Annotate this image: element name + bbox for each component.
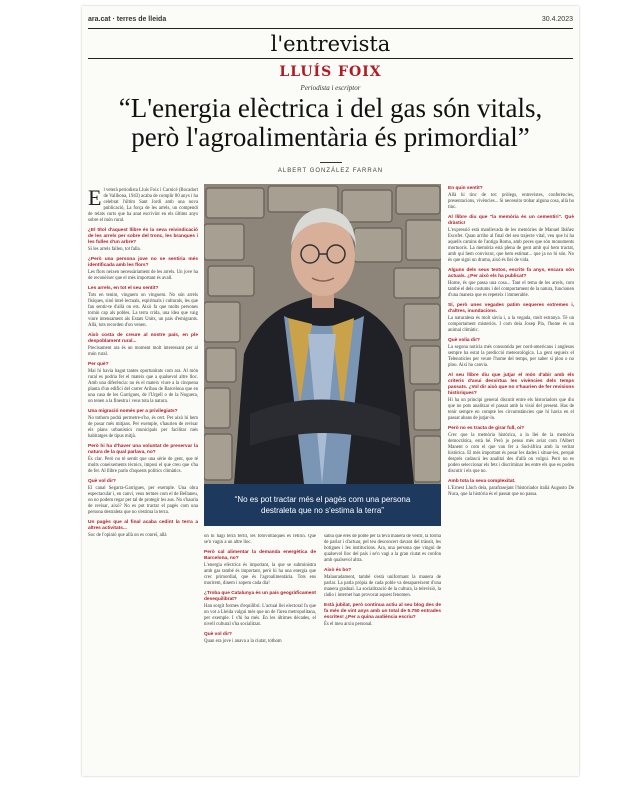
paragraph-text: Quan era jove i anava a la ciutat, tothom	[204, 639, 282, 644]
paragraph-text: Han sorgit formes d'equilibri. L'actual llei electoral fa que un vot a Lleida valgui més que un de l'àrea metropolitana, per exemple. I s'hi ha més. En les últimes dècades, el nivell cultural s'ha socialitzat.	[204, 604, 316, 627]
header-source: ara.cat · terres de lleida	[88, 16, 167, 23]
question	[204, 550, 316, 562]
answer	[204, 639, 316, 645]
paragraph-text: ¿El títol d'aquest llibre és la seva reivindicació de les arrels per sobre del tronc, les branques i les fulles d'un arbre?	[88, 228, 198, 245]
paragraph-text: Això costa de creure al nostre país, en ple despoblament rural...	[88, 333, 198, 344]
question	[88, 479, 198, 485]
paragraph-text: ¿Troba que Catalunya és un país geogràficament desequilibrat?	[204, 591, 316, 602]
paragraph-text: Sí, però unes vegades patim sequeres extremes i, d'altres, inundacions.	[448, 303, 574, 314]
paragraph-text: Precisament ara és un moment molt interessant per al món rural.	[88, 346, 198, 357]
paragraph-text: Si les arrels fallen, tot falla.	[88, 247, 141, 252]
answer	[88, 416, 198, 440]
question	[448, 338, 574, 344]
paragraph-text: Tots en tenim, vinguem on vinguem. No són arrels físiques, sinó intel·lectuals, espirituals i culturals, les que fan sentir-te d'allà on ets. Això fa que molts persones tornin cap als pobles. La terra crida, una idea que vaig viure intensament als Estats Units, un país d'emigrants. Allà, tots recorden d'on venen.	[88, 293, 198, 328]
drop-cap: E	[88, 185, 102, 210]
newspaper-page	[82, 6, 579, 776]
paragraph-text: El canal Segarra-Garrigues, per exemple. Una obra espectacular i, en canvi, veus termes com el de Bellaneu, on no podem regar per tal de protegir les aus. No s'hauria de revisar, això? No es pot tractar el pagès com una persona destraleta que no s'estima la terra.	[88, 486, 198, 515]
paragraph-text: L'energia elèctrica és important, la que se subministra amb gas també és important, però hi ha una energia que crec primordial, que és l'agroalimentària. Tots ens morirem, dinem i sopem cada dia!	[204, 563, 316, 586]
answer	[204, 563, 316, 587]
section-rule	[88, 58, 573, 59]
interviewee-name: LLUÍS FOIX	[279, 64, 382, 80]
question	[88, 286, 198, 292]
paragraph-text: Però no es tracta de girar full, oi?	[448, 426, 525, 431]
answer	[324, 622, 441, 628]
paragraph-text: on hi hagi terra fèrtil, les fotovoltaiques es retirin. Que se'n vagin a un altre lloc.	[204, 534, 316, 545]
answer	[448, 281, 574, 299]
paragraph-text: Amb tota la seva complexitat.	[448, 479, 516, 484]
page-header	[88, 16, 573, 26]
paragraph-text: Les arrels, en tot el seu sentit?	[88, 286, 159, 291]
answer	[88, 457, 198, 475]
paragraph-text: Està jubilat, però continua actiu al seu blog des de fa més de vint anys amb un total de 5.750 entrades escrites! ¿Per a quina audiència escriu?	[324, 603, 441, 620]
question	[88, 333, 198, 345]
paragraph-text: Crec que la memòria històrica, a la llei de la memòria democràtica, està bé. Però jo penso més aviat com l'Albert Manent o com el que van fer a Sud-àfrica amb la veritat històrica. El més important és posar les dades i situar-les, perquè després cadascú les analitzi des d'allà on vulgui. Però no es poden seleccionar els fets i discriminar les entre els que es poden discutir i els que no.	[448, 433, 574, 474]
answer	[448, 193, 574, 211]
answer	[88, 346, 198, 358]
text-column-1	[88, 182, 198, 770]
paragraph-text: Soc de l'opinió que allà on es conreï, allà	[88, 533, 167, 538]
paragraph-text: ¿Però una persona jove no se sentiria més identificada amb les flors?	[88, 257, 198, 268]
answer	[448, 433, 574, 475]
question	[204, 632, 316, 638]
question	[88, 257, 198, 269]
answer	[448, 398, 574, 422]
paragraph-text: La segona notícia més consumida per nord-americans i anglesos sempre ha estat la predicció meteorològica. La gent segueix el Telenotícies per veure l'home del temps, per saber si plou o no plou. Així ho canvia.	[448, 345, 574, 368]
answer	[448, 345, 574, 369]
paragraph-text: Mai hi havia hagut tantes oportunitats com ara. Al món rural es podria fer el mateix que a qualsevol altre lloc. Amb una diferència: no és el mateix viure a la cinquena planta d'un edifici del carrer Aribau de Barcelona que en una casa de les Garrigues, de l'Urgell o de la Noguera, on tenen a la finestra i veus tota la natura.	[88, 369, 198, 404]
answer	[204, 534, 316, 546]
paragraph-text: És el meu arxiu personal.	[324, 622, 373, 627]
paragraph-text: Però cal alimentar la demanda energètica de Barcelona, no?	[204, 550, 316, 561]
section-title: l'entrevista	[270, 32, 391, 56]
interviewee-role: Periodista i escriptor	[300, 84, 361, 92]
paragraph-text: l veterà periodista Lluís Foix i Carnicé (Bocadort de Vallbona, 1943) acaba de complir 80 anys i ha celebrat l'últim Sant Jordi amb una nova publicació, La força de les arrels, un compendi de relats curts que ha anat escrivint en els últims anys sobre el món rural.	[88, 188, 198, 223]
paragraph-text: La naturalesa és molt sàvia i, a la vegada, molt estranya. Té un comportament misteriós. I com deia Josep Pla, l'home és un animal climàtic.	[448, 316, 574, 333]
photo-caption: “No es pot tractar més el pagès com una persona destraleta que no s'estima la terra”	[204, 484, 441, 526]
paragraph-text: Per què?	[88, 362, 109, 367]
answer	[204, 604, 316, 628]
paragraph-text: Això és bo?	[324, 568, 352, 573]
question	[88, 444, 198, 456]
answer	[88, 486, 198, 516]
question	[448, 426, 574, 432]
paragraph-text: L'Ernest Lluch deia, parafrasejant l'historiador italià Augusto De Nuca, que la història és el passat que no passa.	[448, 486, 574, 497]
paragraph-text: Però hi ha d'haver una voluntat de preservar la natura de la qual parlava, no?	[88, 444, 198, 455]
answer	[324, 534, 441, 564]
question	[88, 362, 198, 368]
paragraph-text: sabia que eres de poble per la teva manera de vestir, la forma de parlar i d'actuar, pel teu desconcert davant del trànsit, les botigues i les institucions. Ara, una persona que vingui de qualsevol lloc del país i se'n vagi a la gran ciutat es confon amb qualsevol altra.	[324, 534, 441, 563]
paragraph-text: No tothom podrà permetre-s'ho, és cert. Per això hi hem de posar més mitjans. Per exemple, s'haurien de revisar els plans urbanístics municipals per facilitar més habitatges de tipus mitjà.	[88, 416, 198, 439]
question	[88, 228, 198, 246]
question	[88, 520, 198, 532]
byline-separator	[320, 162, 342, 163]
paragraph-text: Un pagès que al final acaba cedint la terra a altres activitats...	[88, 520, 198, 531]
paragraph-text: Home, és que passa una cosa... Tant el tema de les arrels, com també el dels costums i del comportament de la natura, funcionen d'una manera que es repeteix i immerable.	[448, 281, 574, 298]
lead-paragraph	[88, 185, 198, 224]
question	[324, 568, 441, 574]
answer	[88, 533, 198, 539]
text-column-3	[324, 534, 441, 674]
answer	[448, 228, 574, 264]
paragraph-text: És clar. Però no té sentit que una sèrie de gent, que té molts coneixements tècnics, imposi el que creu que s'ha de fer. Al llibre parlo d'aquests polítics climàtics.	[88, 457, 198, 474]
question	[448, 303, 574, 315]
answer	[88, 369, 198, 405]
question	[448, 373, 574, 397]
answer	[88, 270, 198, 282]
paragraph-text: Què vol dir?	[204, 632, 232, 637]
paragraph-text: Hi ha un principi general discutit entre els historiadors que diu que no pots analitzar el passat amb la visió del present. Has de tenir sempre en compte les circumstàncies que hi havia en el passat abans de jutjar-lo.	[448, 398, 574, 421]
paragraph-text: Al seu llibre diu que jutjar el món d'abir amb els criteris d'avui desvirtua les vivències dels temps passats. ¿Vol dir això que no s'haurien de fer revisions històriques?	[448, 373, 574, 396]
text-column-4	[448, 182, 574, 770]
header-date: 30.4.2023	[541, 16, 573, 23]
byline: ALBERT GONZÁLEZ FARRAN	[277, 168, 384, 174]
portrait-photo	[204, 184, 441, 484]
answer	[448, 316, 574, 334]
paragraph-text: Les flors neixen necessàriament de les arrels. Un jove ha de reconèixer que el més important és avall.	[88, 270, 198, 281]
paragraph-text: Què volia dir?	[448, 338, 480, 343]
headline: “L'energia elèctrica i del gas són vitals, però l'agroalimentària és primordial”	[118, 93, 543, 152]
paragraph-text: L'expressió està manllevada de les memòries de Manuel Ibáñez Escofet. Quan arribo al final del seu trajecte vital, veu que hi ha aquells camins de l'antiga Roma, amb peces que són monuments mortuoris. La memòria està plena de gent amb qui hem tractat, amb qui hem conviscut, que hem estimat... que ja no hi són. No és que signi un drama, això és llei de vida.	[448, 228, 574, 263]
paragraph-text: Alguns dels seus textos, escrits fa anys, encara són actuals. ¿Per això els ha publicat?	[448, 268, 574, 279]
paragraph-text: Què vol dir?	[88, 479, 116, 484]
answer	[88, 247, 198, 253]
question	[448, 268, 574, 280]
question	[448, 479, 574, 485]
paragraph-text: En quin sentit?	[448, 186, 483, 191]
paragraph-text: Una migració només per a privilegiats?	[88, 409, 178, 414]
header-rule	[88, 28, 573, 29]
paragraph-text: Al llibre diu que "la memòria és un cementiri". Què dràstic!	[448, 215, 574, 226]
question	[448, 215, 574, 227]
paragraph-text: Malauradament, també s'està uniformant la manera de parlar. La parla pròpia de cada poble va desapareixent d'una manera gradual. La socialització de la cultura, la televisió, la ràdio i internet han provocat aquest fenomen.	[324, 575, 441, 598]
paragraph-text: Allà hi tinc de tot: pròlegs, entrevistes, conferències, presentacions, vivències... Si necessito trobar alguna cosa, allà ho tinc.	[448, 193, 574, 210]
question	[204, 591, 316, 603]
question	[448, 186, 574, 192]
question	[324, 603, 441, 621]
answer	[88, 293, 198, 329]
question	[88, 409, 198, 415]
answer	[448, 486, 574, 498]
text-column-2	[204, 534, 316, 674]
answer	[324, 575, 441, 599]
